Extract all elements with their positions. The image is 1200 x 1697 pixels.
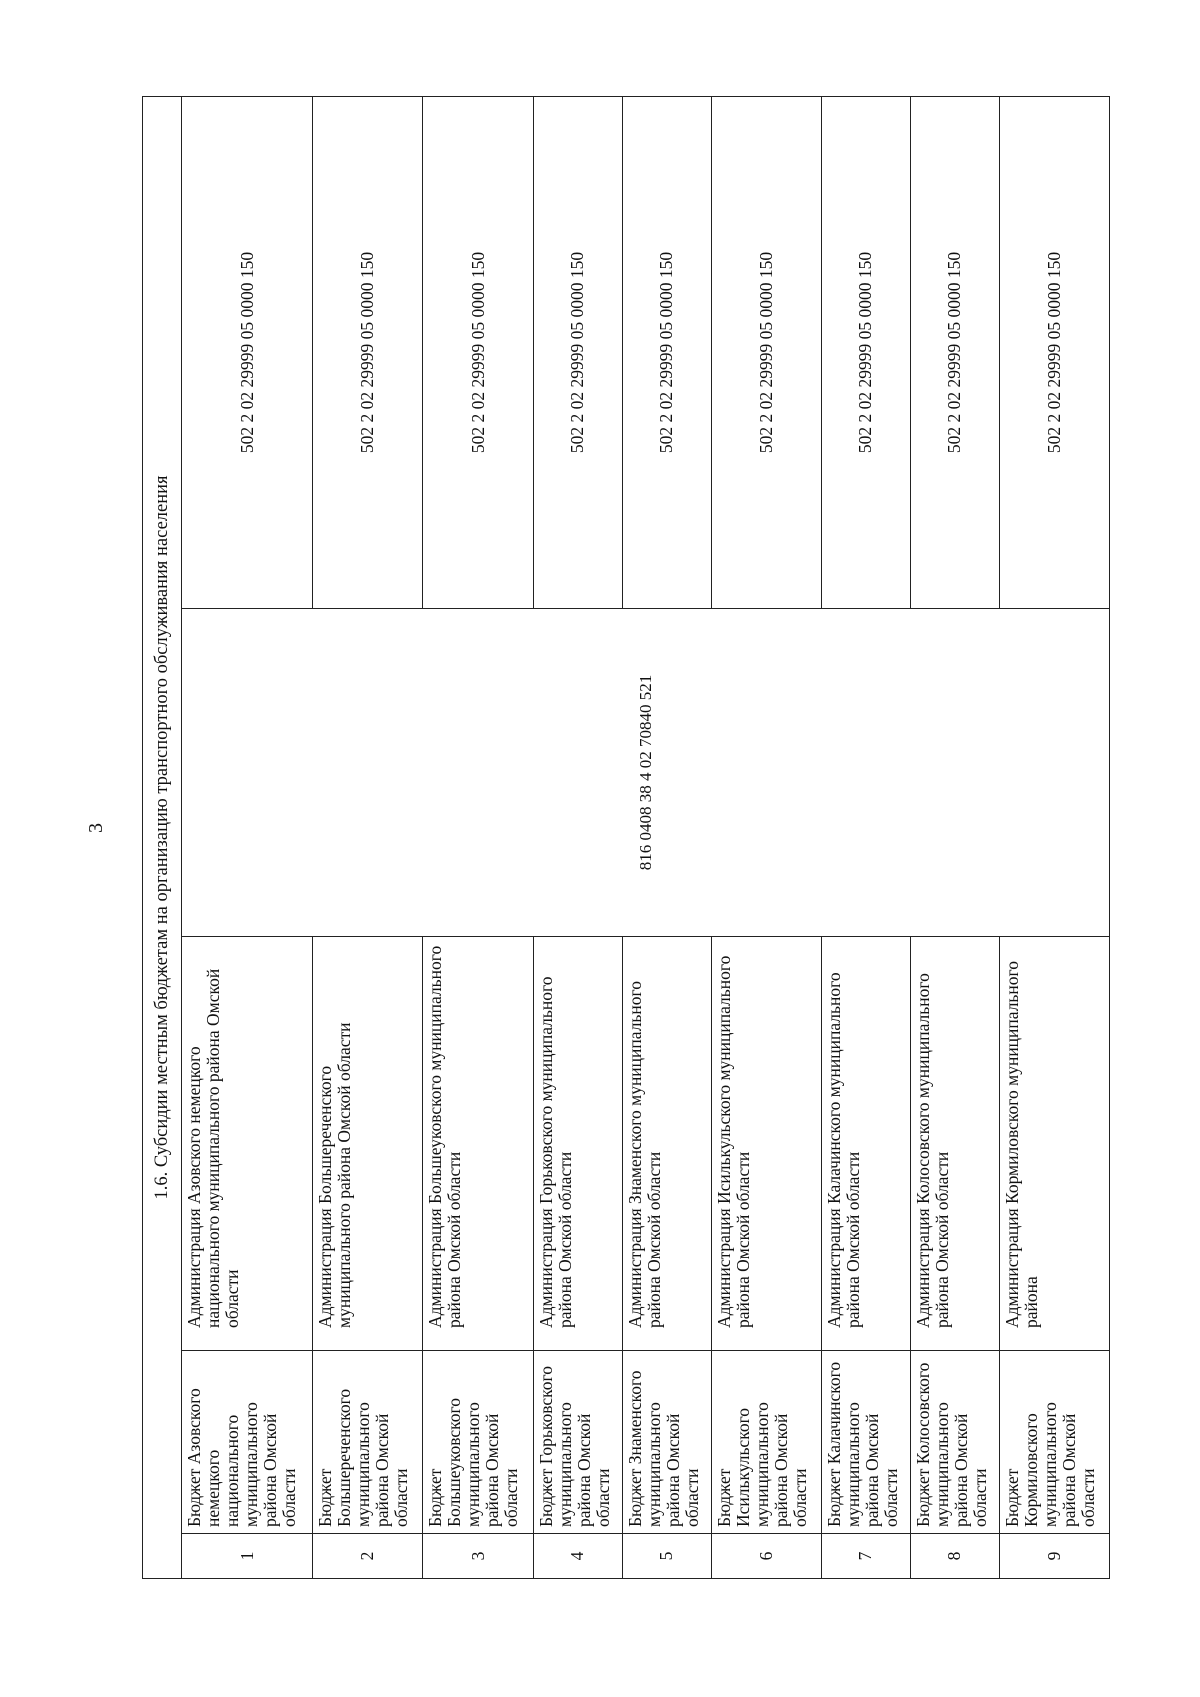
section-title: 1.6. Субсидии местным бюджетам на организацию транспортного обслуживания населения — [143, 96, 182, 1578]
row-number: 7 — [821, 1534, 910, 1579]
administrator: Администрация Азовского немецкого национального муниципального района Омской области — [182, 937, 313, 1351]
recipient-budget: Бюджет Исилькульского муниципального района Омской области — [711, 1351, 821, 1534]
row-number: 5 — [622, 1534, 711, 1579]
administrator: Администрация Кормиловского муниципального района — [999, 937, 1109, 1351]
recipient-budget: Бюджет Калачинского муниципального района Омской области — [821, 1351, 910, 1534]
page-number: 3 — [85, 823, 107, 833]
income-code: 502 2 02 29999 05 0000 150 — [182, 96, 313, 608]
income-code: 502 2 02 29999 05 0000 150 — [622, 96, 711, 608]
income-code: 502 2 02 29999 05 0000 150 — [711, 96, 821, 608]
row-number: 3 — [423, 1534, 533, 1579]
row-number: 2 — [313, 1534, 423, 1579]
administrator: Администрация Колосовского муниципального района Омской области — [910, 937, 999, 1351]
recipient-budget: Бюджет Большеуковского муниципального района Омской области — [423, 1351, 533, 1534]
recipient-budget: Бюджет Большереченского муниципального района Омской области — [313, 1351, 423, 1534]
income-code: 502 2 02 29999 05 0000 150 — [423, 96, 533, 608]
recipient-budget: Бюджет Колосовского муниципального района Омской области — [910, 1351, 999, 1534]
row-number: 1 — [182, 1534, 313, 1579]
row-number: 8 — [910, 1534, 999, 1579]
table-row — [182, 96, 313, 1578]
row-number: 4 — [533, 1534, 622, 1579]
row-number: 6 — [711, 1534, 821, 1579]
administrator: Администрация Калачинского муниципального района Омской области — [821, 937, 910, 1351]
income-code: 502 2 02 29999 05 0000 150 — [999, 96, 1109, 608]
administrator: Администрация Большеуковского муниципального района Омской области — [423, 937, 533, 1351]
administrator: Администрация Знаменского муниципального района Омской области — [622, 937, 711, 1351]
income-code: 502 2 02 29999 05 0000 150 — [313, 96, 423, 608]
expense-code: 816 0408 38 4 02 70840 521 — [182, 609, 1110, 937]
income-code: 502 2 02 29999 05 0000 150 — [533, 96, 622, 608]
administrator: Администрация Большереченского муниципального района Омской области — [313, 937, 423, 1351]
recipient-budget: Бюджет Горьковского муниципального района Омской области — [533, 1351, 622, 1534]
administrator: Администрация Исилькульского муниципального района Омской области — [711, 937, 821, 1351]
income-code: 502 2 02 29999 05 0000 150 — [910, 96, 999, 608]
administrator: Администрация Горьковского муниципального района Омской области — [533, 937, 622, 1351]
row-number: 9 — [999, 1534, 1109, 1579]
recipient-budget: Бюджет Азовского немецкого национального муниципального района Омской области — [182, 1351, 313, 1534]
subsidy-table — [142, 96, 1110, 1579]
recipient-budget: Бюджет Кормиловского муниципального района Омской области — [999, 1351, 1109, 1534]
section-title-row — [143, 96, 182, 1578]
income-code: 502 2 02 29999 05 0000 150 — [821, 96, 910, 608]
rotated-table-wrapper — [142, 97, 1110, 1579]
recipient-budget: Бюджет Знаменского муниципального района Омской области — [622, 1351, 711, 1534]
